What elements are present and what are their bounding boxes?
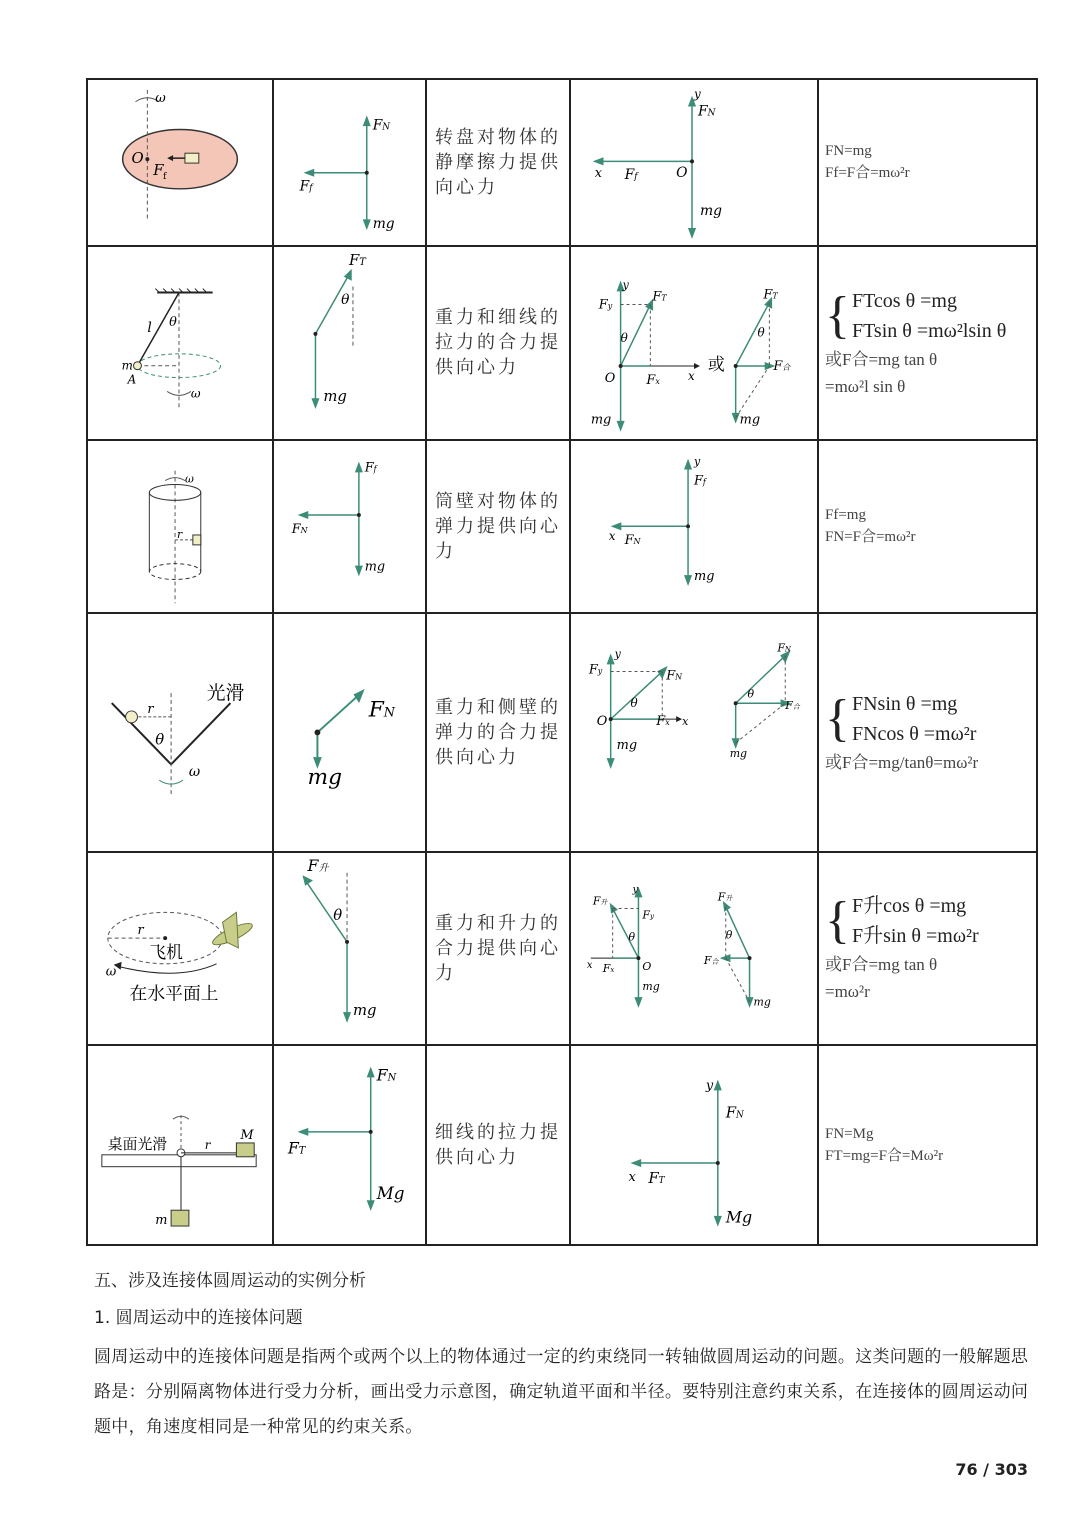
svg-text:mg: mg: [642, 979, 660, 993]
table-row: [87, 852, 1037, 1045]
plane-label: 飞机: [149, 941, 183, 962]
svg-text:mg: mg: [753, 995, 771, 1009]
svg-text:ω: ω: [188, 764, 201, 781]
table-row: [87, 440, 1037, 613]
svg-text:FN: FN: [368, 697, 396, 723]
axis-diagram: [570, 246, 818, 440]
equation-cell: { FNsin θ =mg FNcos θ =mω²r 或F合=mg/tanθ=mω²r: [818, 613, 1037, 852]
svg-text:O: O: [131, 150, 144, 168]
svg-text:O: O: [676, 165, 688, 182]
svg-text:F升: F升: [717, 890, 733, 904]
svg-text:FT: FT: [648, 1169, 665, 1188]
svg-text:r: r: [204, 1138, 211, 1153]
cone-figure: [87, 613, 273, 852]
smooth-label: 光滑: [206, 683, 245, 705]
airplane-figure: [87, 852, 273, 1045]
svg-text:ω: ω: [105, 964, 117, 980]
table-mass-figure: [87, 1045, 273, 1244]
svg-text:FN: FN: [372, 117, 391, 134]
svg-text:F合: F合: [785, 698, 800, 712]
svg-text:y: y: [632, 884, 639, 896]
svg-text:F升: F升: [592, 894, 608, 908]
svg-text:θ: θ: [747, 687, 755, 701]
equation-line: FN=mg: [825, 143, 872, 160]
row-description: 重力和升力的合力提供向心力: [426, 852, 570, 1045]
svg-text:FN: FN: [697, 103, 716, 120]
force-diagram: [273, 613, 426, 852]
force-diagram: [273, 440, 426, 613]
force-diagram: [273, 852, 426, 1045]
svg-text:r: r: [137, 923, 144, 939]
svg-text:f: f: [163, 172, 167, 183]
svg-text:y: y: [705, 1078, 714, 1094]
plane-caption: 在水平面上: [129, 983, 219, 1005]
equation-line: FTcos θ =mg: [851, 289, 957, 312]
equation-line: =mω²l sin θ: [825, 376, 906, 396]
svg-text:O: O: [604, 370, 616, 386]
equation-line: FTsin θ =mω²lsin θ: [851, 319, 1007, 342]
svg-text:Ff: Ff: [299, 178, 313, 195]
svg-text:θ: θ: [757, 324, 765, 339]
svg-text:ω: ω: [184, 472, 194, 486]
table-row: [87, 79, 1037, 246]
table-label: 桌面光滑: [107, 1136, 168, 1154]
svg-text:FN: FN: [666, 668, 683, 684]
svg-text:ω: ω: [155, 90, 166, 106]
page-number: 76 / 303: [955, 1460, 1028, 1479]
svg-text:mg: mg: [364, 558, 386, 574]
svg-text:Ff: Ff: [624, 167, 638, 184]
svg-text:θ: θ: [333, 907, 343, 925]
svg-text:O: O: [596, 713, 608, 729]
paragraph: 圆周运动中的连接体问题是指两个或两个以上的物体通过一定的约束绕同一转轴做圆周运动的问题。这类问题的一般解题思路是：分别隔离物体进行受力分析，画出受力示意图，确定轨道平面和半径。要特别注意约束关系，在连接体的圆周运动问题中，角速度相同是一种常见的约束关系。: [94, 1347, 1029, 1437]
svg-text:FT: FT: [652, 289, 667, 305]
equation-line: FN=Mg: [825, 1125, 874, 1142]
svg-text:y: y: [694, 86, 701, 101]
svg-text:FN: FN: [291, 521, 308, 537]
svg-text:mg: mg: [699, 202, 722, 219]
svg-text:m: m: [121, 358, 133, 373]
table-row: [87, 246, 1037, 440]
svg-text:x: x: [688, 368, 695, 383]
svg-text:θ: θ: [630, 695, 638, 710]
row-description: 重力和侧壁的弹力的合力提供向心力: [426, 613, 570, 852]
svg-text:FT: FT: [287, 1138, 306, 1158]
row-description: 转盘对物体的静摩擦力提供向心力: [426, 79, 570, 246]
svg-text:M: M: [240, 1128, 254, 1144]
svg-text:FN: FN: [376, 1065, 397, 1085]
equation-line: 或F合=mg/tanθ=mω²r: [825, 752, 979, 772]
svg-text:Mg: Mg: [725, 1207, 753, 1227]
equation-line: =mω²r: [825, 982, 870, 1002]
axis-diagram: [570, 1045, 818, 1244]
svg-text:mg: mg: [372, 216, 395, 233]
equation-cell: [818, 440, 1037, 613]
forces-table: [86, 78, 1038, 1246]
svg-text:θ: θ: [620, 330, 628, 345]
svg-text:θ: θ: [169, 315, 177, 331]
svg-text:y: y: [622, 278, 629, 292]
svg-text:x: x: [682, 714, 689, 728]
svg-text:F: F: [153, 162, 164, 180]
svg-text:F升: F升: [307, 855, 329, 875]
svg-text:θ: θ: [155, 731, 165, 749]
equation-line: FN=F合=mω²r: [825, 529, 916, 546]
row-description: 细线的拉力提供向心力: [426, 1045, 570, 1244]
equation-line: 或F合=mg tan θ: [825, 349, 938, 369]
svg-text:θ: θ: [341, 292, 350, 309]
svg-text:Mg: Mg: [376, 1182, 405, 1203]
turntable-figure: [87, 79, 273, 246]
svg-text:FT: FT: [763, 287, 778, 303]
svg-text:Ff: Ff: [694, 473, 706, 489]
svg-text:Fy: Fy: [588, 662, 603, 678]
equation-line: 或F合=mg tan θ: [825, 955, 938, 975]
svg-text:Fy: Fy: [598, 297, 613, 313]
svg-text:x: x: [594, 166, 603, 182]
svg-text:F合: F合: [773, 358, 791, 374]
svg-text:FN: FN: [777, 641, 791, 655]
force-diagram: [273, 79, 426, 246]
cylinder-figure: [87, 440, 273, 613]
svg-text:FN: FN: [624, 533, 641, 549]
equation-cell: { FTcos θ =mg FTsin θ =mω²lsin θ 或F合=mg tan θ =mω²l sin θ: [818, 246, 1037, 440]
svg-text:mg: mg: [739, 412, 761, 428]
svg-text:F合: F合: [703, 953, 719, 967]
equation-cell: [818, 1045, 1037, 1244]
svg-text:Fy: Fy: [642, 908, 654, 922]
svg-text:Fx: Fx: [602, 961, 615, 975]
row-description: 筒壁对物体的弹力提供向心力: [426, 440, 570, 613]
svg-text:l: l: [147, 319, 152, 336]
force-diagram: [273, 1045, 426, 1244]
svg-text:x: x: [586, 959, 593, 971]
force-diagram: [273, 246, 426, 440]
equation-cell: [818, 79, 1037, 246]
sub-title: 1. 圆周运动中的连接体问题: [94, 1308, 303, 1328]
table-row: [87, 1045, 1037, 1244]
svg-text:θ: θ: [725, 928, 733, 942]
svg-text:Ff: Ff: [364, 460, 377, 476]
svg-text:r: r: [147, 701, 154, 717]
svg-text:r: r: [177, 528, 183, 542]
svg-text:mg: mg: [590, 412, 612, 428]
svg-text:A: A: [127, 372, 137, 387]
axis-diagram: [570, 440, 818, 613]
equation-line: FT=mg=F合=Mω²r: [825, 1147, 944, 1164]
svg-text:θ: θ: [628, 930, 636, 944]
table-row: [87, 613, 1037, 852]
svg-text:Fx: Fx: [646, 372, 660, 388]
svg-text:ω: ω: [190, 386, 201, 401]
svg-text:y: y: [614, 647, 621, 661]
equation-cell: { F升cos θ =mg F升sin θ =mω²r 或F合=mg tan θ =mω²r: [818, 852, 1037, 1045]
equation-line: FNcos θ =mω²r: [851, 722, 977, 745]
axis-diagram: [570, 852, 818, 1045]
or-label: 或: [707, 353, 725, 374]
equation-line: F升cos θ =mg: [851, 895, 967, 918]
svg-text:x: x: [628, 1170, 636, 1186]
svg-text:Fx: Fx: [656, 713, 670, 729]
equation-line: FNsin θ =mg: [851, 692, 958, 715]
svg-text:mg: mg: [694, 568, 715, 584]
svg-text:y: y: [694, 454, 701, 468]
axis-diagram: [570, 613, 818, 852]
svg-text:mg: mg: [352, 1002, 377, 1020]
svg-text:mg: mg: [323, 388, 347, 406]
conical-pendulum-figure: [87, 246, 273, 440]
equation-line: Ff=F合=mω²r: [825, 165, 910, 182]
axis-diagram: [570, 79, 818, 246]
svg-text:mg: mg: [307, 765, 343, 791]
row-description: 重力和细线的拉力的合力提供向心力: [426, 246, 570, 440]
svg-text:mg: mg: [616, 737, 638, 753]
svg-text:FT: FT: [349, 251, 366, 269]
equation-line: F升sin θ =mω²r: [851, 925, 979, 948]
svg-text:m: m: [155, 1213, 168, 1229]
section-title: 五、涉及连接体圆周运动的实例分析: [94, 1271, 366, 1291]
svg-text:mg: mg: [729, 746, 748, 760]
svg-text:x: x: [608, 529, 616, 544]
equation-line: Ff=mg: [825, 507, 866, 524]
svg-text:O: O: [642, 959, 652, 973]
svg-text:FN: FN: [725, 1103, 744, 1122]
